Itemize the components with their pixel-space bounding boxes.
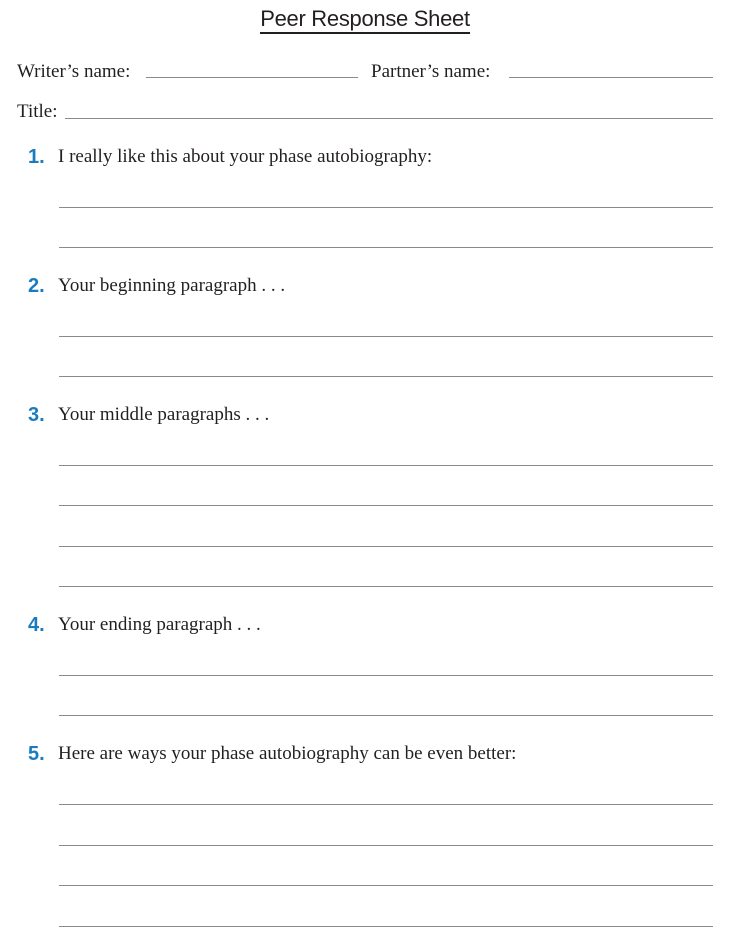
- partner-name-field[interactable]: [509, 77, 713, 78]
- answer-line[interactable]: [59, 247, 713, 248]
- answer-line[interactable]: [59, 845, 713, 846]
- question-number: 4.: [28, 614, 45, 636]
- question-text: Your ending paragraph . . .: [58, 614, 261, 635]
- answer-line[interactable]: [59, 376, 713, 377]
- answer-line[interactable]: [59, 505, 713, 506]
- answer-line[interactable]: [59, 885, 713, 886]
- page-title-text: Peer Response Sheet: [260, 6, 470, 34]
- question-text: Your middle paragraphs . . .: [58, 404, 270, 425]
- partner-name-label: Partner’s name:: [371, 61, 491, 82]
- answer-line[interactable]: [59, 926, 713, 927]
- question-text: I really like this about your phase autobiography:: [58, 146, 433, 167]
- title-label: Title:: [17, 101, 58, 122]
- title-field[interactable]: [65, 118, 713, 119]
- question-number: 3.: [28, 404, 45, 426]
- question-number: 2.: [28, 275, 45, 297]
- question-text: Your beginning paragraph . . .: [58, 275, 286, 296]
- question-text: Here are ways your phase autobiography can be even better:: [58, 743, 517, 764]
- answer-line[interactable]: [59, 465, 713, 466]
- answer-line[interactable]: [59, 586, 713, 587]
- answer-line[interactable]: [59, 207, 713, 208]
- writer-name-field[interactable]: [146, 77, 358, 78]
- writer-name-label: Writer’s name:: [17, 61, 131, 82]
- question-number: 1.: [28, 146, 45, 168]
- answer-line[interactable]: [59, 715, 713, 716]
- answer-line[interactable]: [59, 336, 713, 337]
- answer-line[interactable]: [59, 546, 713, 547]
- question-number: 5.: [28, 743, 45, 765]
- answer-line[interactable]: [59, 804, 713, 805]
- page-title: [0, 6, 730, 32]
- answer-line[interactable]: [59, 675, 713, 676]
